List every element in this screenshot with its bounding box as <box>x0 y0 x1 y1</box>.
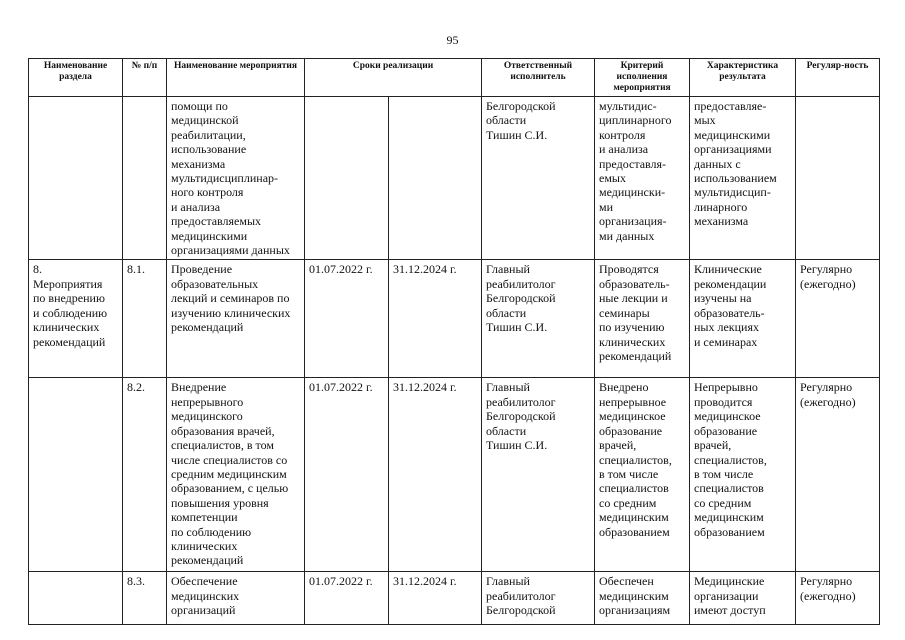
table-row <box>29 260 880 378</box>
cell-regularity <box>796 97 880 260</box>
cell-start: 01.07.2022 г. <box>305 260 389 378</box>
cell-regularity: Регулярно (ежегодно) <box>796 572 880 625</box>
cell-result: предоставляе- мых медицинскими организациями данных с использованием мультидисцип- линарного механизма <box>690 97 796 260</box>
cell-section: 8. Мероприятия по внедрению и соблюдению клинических рекомендаций <box>29 260 123 378</box>
cell-responsible: Главный реабилитолог Белгородской области Тишин С.И. <box>482 378 595 572</box>
cell-event: Внедрение непрерывного медицинского образования врачей, специалистов, в том числе специалистов со средним медицинским образованием, с целью повышения уровня компетенции по соблюдению клинических рекомендаций <box>167 378 305 572</box>
cell-start <box>305 97 389 260</box>
cell-regularity: Регулярно (ежегодно) <box>796 260 880 378</box>
cell-regularity: Регулярно (ежегодно) <box>796 378 880 572</box>
page-number: 95 <box>446 33 459 47</box>
cell-criterion: Обеспечен медицинским организациям <box>595 572 690 625</box>
cell-result: Непрерывно проводится медицинское образование врачей, специалистов, в том числе специалистов со средним медицинским образованием <box>690 378 796 572</box>
table-row <box>29 572 880 625</box>
cell-event: помощи по медицинской реабилитации, использование механизма мультидисциплинар- ного контроля и анализа предоставляемых медицинскими организациями данных <box>167 97 305 260</box>
cell-criterion: Проводятся образователь- ные лекции и семинары по изучению клинических рекомендаций <box>595 260 690 378</box>
cell-event: Обеспечение медицинских организаций <box>167 572 305 625</box>
header-event: Наименование мероприятия <box>167 59 305 97</box>
cell-event: Проведение образовательных лекций и семинаров по изучению клинических рекомендаций <box>167 260 305 378</box>
cell-criterion: мультидис- циплинарного контроля и анализа предоставля- емых медицински- ми организация- ми данных <box>595 97 690 260</box>
action-plan-table <box>28 58 880 625</box>
cell-responsible: Главный реабилитолог Белгородской области Тишин С.И. <box>482 260 595 378</box>
header-responsible: Ответственный исполнитель <box>482 59 595 97</box>
cell-criterion: Внедрено непрерывное медицинское образование врачей, специалистов, в том числе специалистов со средним медицинским образованием <box>595 378 690 572</box>
cell-end: 31.12.2024 г. <box>389 378 482 572</box>
cell-end: 31.12.2024 г. <box>389 260 482 378</box>
header-regularity: Регуляр-ность <box>796 59 880 97</box>
header-num: № п/п <box>123 59 167 97</box>
table-row <box>29 378 880 572</box>
cell-num: 8.1. <box>123 260 167 378</box>
cell-responsible: Белгородской области Тишин С.И. <box>482 97 595 260</box>
cell-num <box>123 97 167 260</box>
table-row <box>29 97 880 260</box>
cell-section <box>29 572 123 625</box>
cell-result: Клинические рекомендации изучены на образователь- ных лекциях и семинарах <box>690 260 796 378</box>
cell-start: 01.07.2022 г. <box>305 572 389 625</box>
table-header-row <box>29 59 880 97</box>
cell-end <box>389 97 482 260</box>
header-section: Наименование раздела <box>29 59 123 97</box>
cell-responsible: Главный реабилитолог Белгородской <box>482 572 595 625</box>
cell-result: Медицинские организации имеют доступ <box>690 572 796 625</box>
cell-end: 31.12.2024 г. <box>389 572 482 625</box>
header-terms: Сроки реализации <box>305 59 482 97</box>
cell-section <box>29 97 123 260</box>
cell-num: 8.2. <box>123 378 167 572</box>
header-criterion: Критерий исполнения мероприятия <box>595 59 690 97</box>
cell-section <box>29 378 123 572</box>
header-result: Характеристика результата <box>690 59 796 97</box>
cell-num: 8.3. <box>123 572 167 625</box>
cell-start: 01.07.2022 г. <box>305 378 389 572</box>
